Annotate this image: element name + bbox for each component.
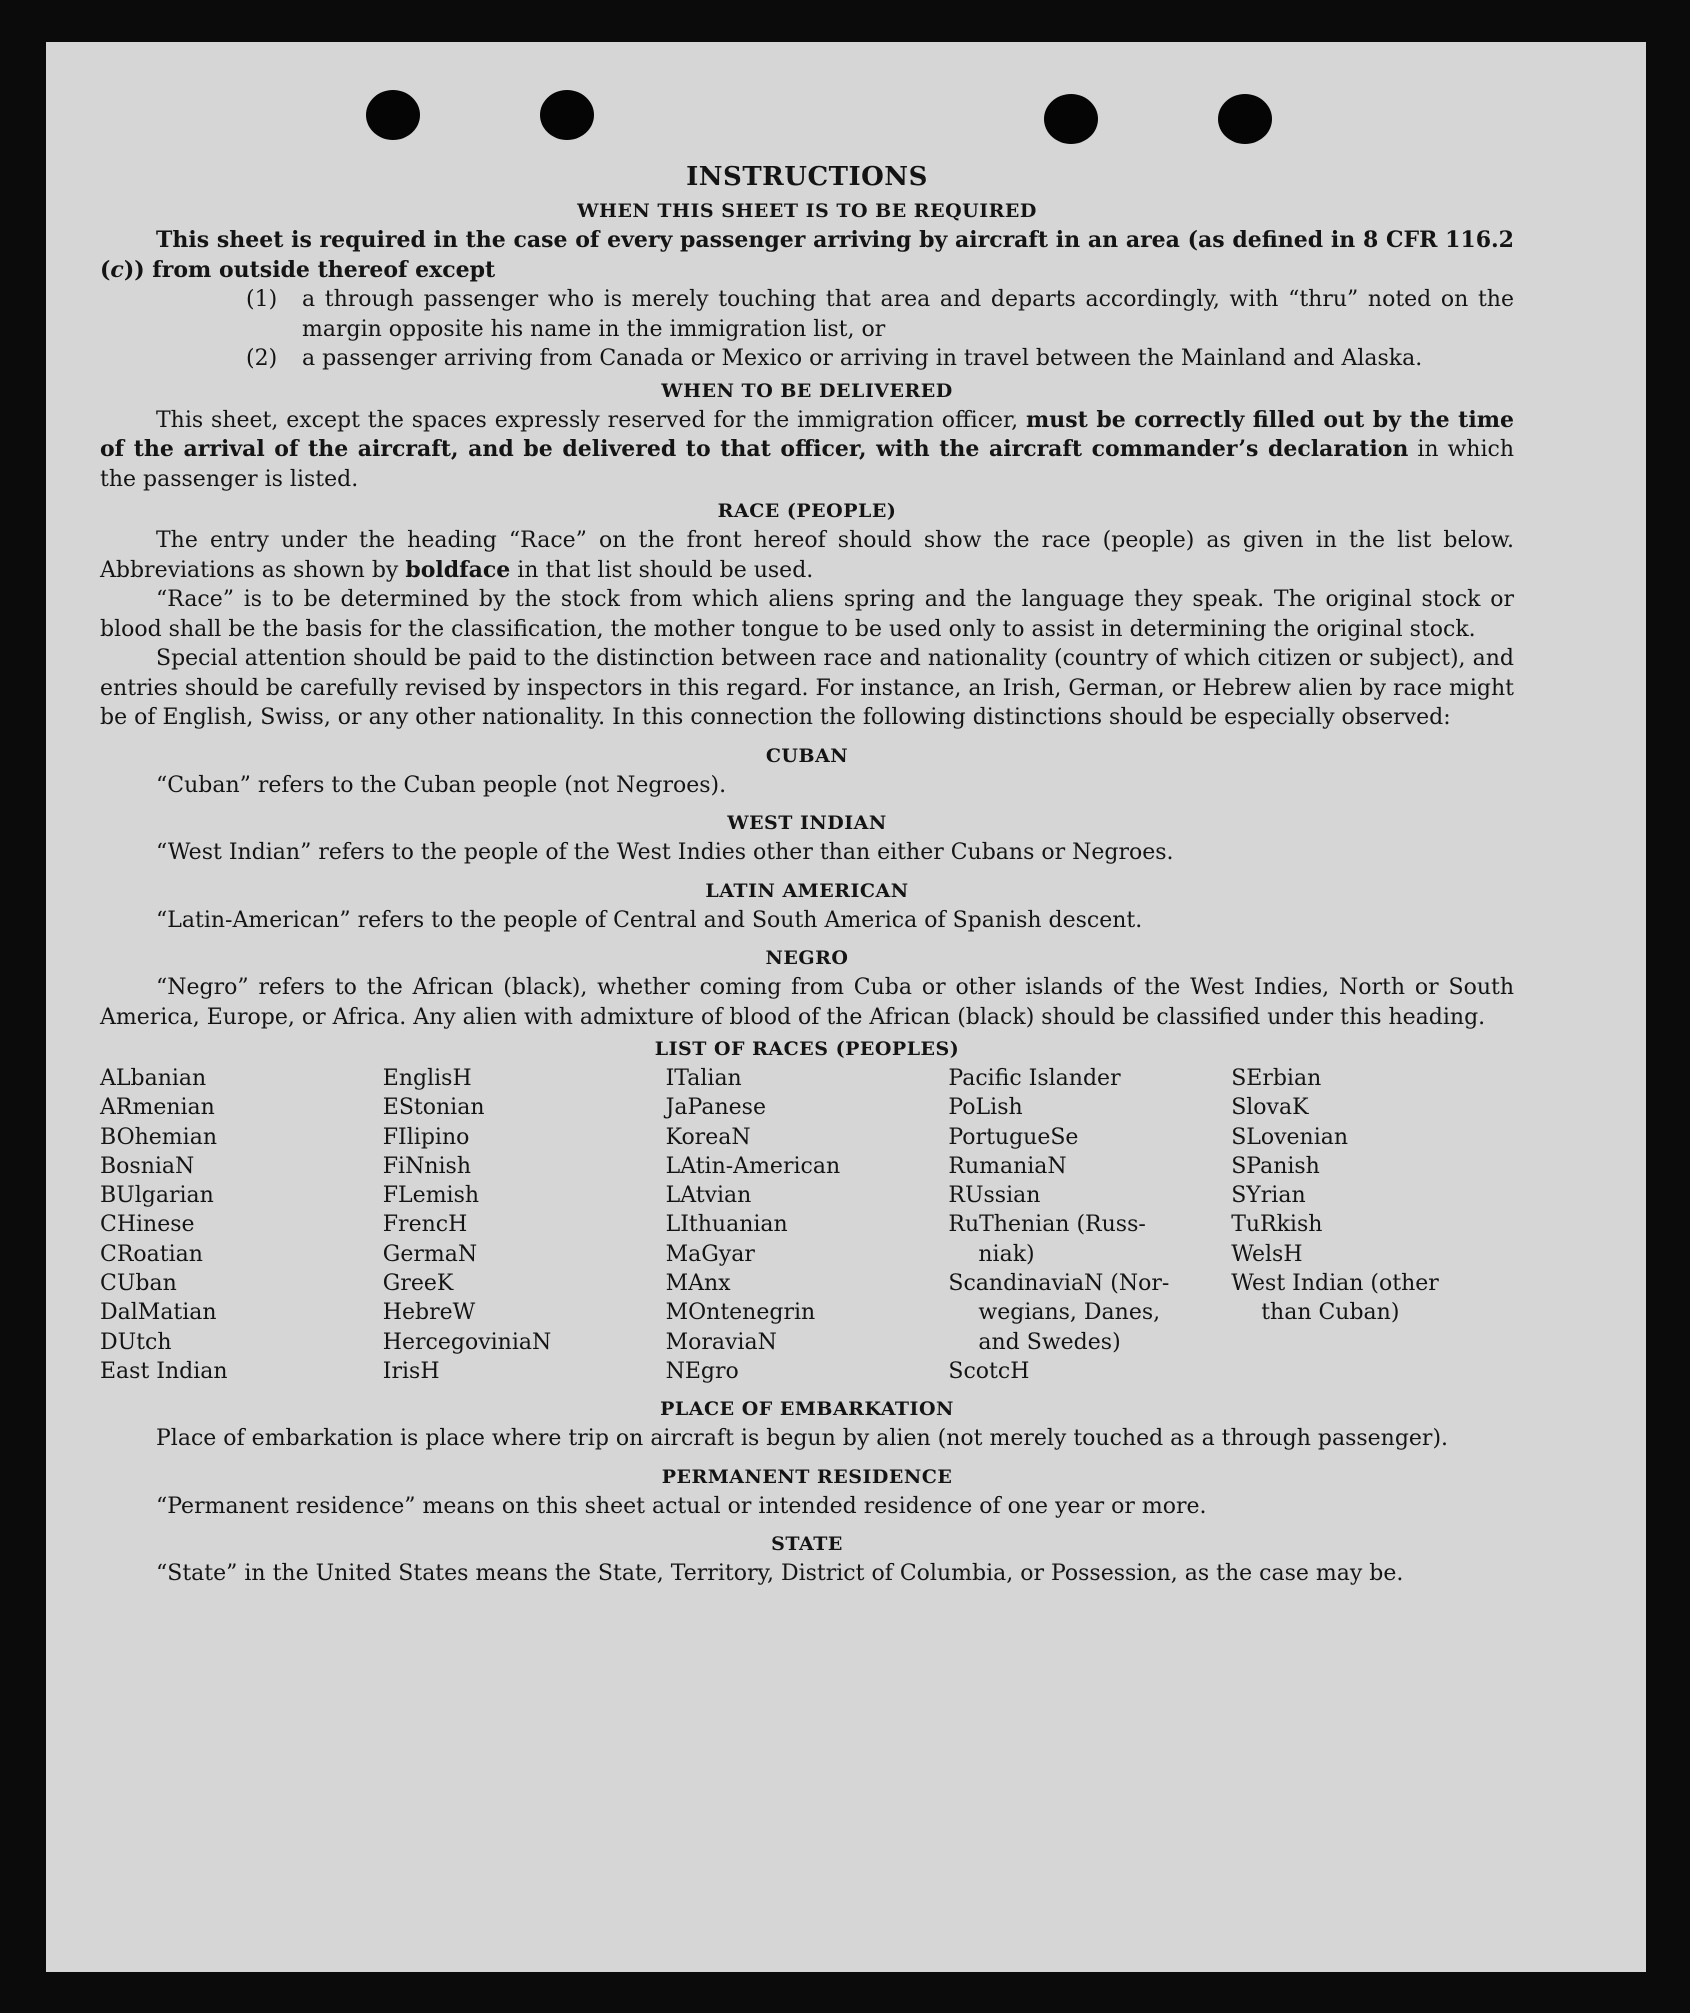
race-entry: LAtvian [665, 1183, 752, 1209]
races-list [100, 1064, 1514, 1386]
race-entry: West Indian (other [1231, 1271, 1439, 1297]
section-heading-list-of-races: LIST OF RACES (PEOPLES) [654, 1038, 960, 1060]
race-paragraph-1: The entry under the heading “Race” on the front hereof should show the race (people) as given in the list below. Abbreviations as shown by boldface in that list should be used. [100, 528, 1514, 583]
section-heading-cuban: CUBAN [765, 744, 849, 767]
race-entry: niak) [978, 1241, 1035, 1267]
section-heading-embarkation: PLACE OF EMBARKATION [660, 1398, 954, 1421]
race-entry: HercegoviniaN [382, 1329, 552, 1355]
section-heading-when-required: WHEN THIS SHEET IS TO BE REQUIRED [577, 200, 1037, 222]
race-entry: LIthuanian [665, 1212, 788, 1238]
race-entry: PoLish [948, 1095, 1023, 1121]
section-heading-negro: NEGRO [765, 947, 849, 969]
race-paragraph-2: “Race” is to be determined by the stock from which aliens spring and the language they speak. The original stock or blood shall be the basis for the classification, the mother tongue to be used only to assist in determining the original stock. [100, 587, 1514, 642]
permanent-residence-text: “Permanent residence” means on this sheet actual or intended residence of one year or more. [156, 1493, 1207, 1519]
west-indian-text: “West Indian” refers to the people of the West Indies other than either Cubans or Negroes. [156, 840, 1174, 865]
section-heading-when-delivered: WHEN TO BE DELIVERED [661, 379, 953, 402]
race-entry: than Cuban) [1261, 1300, 1400, 1326]
race-entry: East Indian [100, 1358, 228, 1384]
punch-hole [366, 90, 420, 140]
race-entry: ARmenian [100, 1095, 215, 1121]
race-entry: DalMatian [100, 1300, 217, 1326]
race-entry: JaPanese [665, 1095, 766, 1121]
punch-hole [1044, 94, 1098, 144]
race-entry: HebreW [382, 1300, 476, 1326]
race-entry: ALbanian [100, 1066, 207, 1091]
races-column-3 [666, 1064, 949, 1386]
race-entry: DUtch [100, 1329, 172, 1355]
race-entry: EnglisH [382, 1066, 472, 1091]
race-entry: Pacific Islander [948, 1066, 1121, 1091]
race-entry: MaGyar [665, 1241, 755, 1267]
instructions-content [100, 162, 1514, 1589]
section-heading-race: RACE (PEOPLE) [717, 500, 897, 522]
exception-list [100, 285, 1514, 374]
cuban-text: “Cuban” refers to the Cuban people (not Negroes). [156, 772, 727, 798]
race-entry: CHinese [100, 1212, 195, 1238]
race-entry: FLemish [382, 1183, 480, 1209]
latin-american-text: “Latin-American” refers to the people of Central and South America of Spanish descent. [156, 907, 1143, 933]
race-entry: IrisH [382, 1358, 440, 1384]
race-paragraph-3: Special attention should be paid to the distinction between race and nationality (country of which citizen or subject), and entries should be carefully revised by inspectors in this regard. For instance, an Irish, German, or Hebrew alien by race might be of English, Swiss, or any other nationality. In this connection the following distinctions should be especially observed: [100, 646, 1514, 730]
race-entry: SlovaK [1231, 1095, 1309, 1121]
race-entry: PortugueSe [948, 1124, 1079, 1150]
race-entry: RuThenian (Russ- [948, 1212, 1146, 1238]
punch-hole [540, 90, 594, 140]
section-heading-permanent-residence: PERMANENT RESIDENCE [661, 1465, 953, 1488]
race-entry: GermaN [382, 1241, 478, 1267]
race-entry: KoreaN [665, 1124, 751, 1150]
document-page [46, 42, 1646, 1972]
race-entry: TuRkish [1231, 1212, 1323, 1238]
race-entry: FrencH [382, 1212, 468, 1238]
race-entry: LAtin-American [665, 1153, 841, 1179]
race-entry: SYrian [1231, 1183, 1306, 1209]
race-entry: SPanish [1231, 1153, 1320, 1179]
race-entry: BosniaN [100, 1153, 195, 1179]
race-entry: ScandinaviaN (Nor- [948, 1271, 1170, 1297]
race-entry: ScotcH [948, 1358, 1030, 1384]
race-entry: WelsH [1231, 1241, 1303, 1267]
race-entry: ITalian [665, 1066, 742, 1091]
race-entry: BOhemian [100, 1124, 217, 1150]
race-entry: BUlgarian [100, 1183, 214, 1209]
race-entry: FiNnish [382, 1153, 472, 1179]
page-title: INSTRUCTIONS [686, 162, 928, 192]
races-column-5 [1231, 1064, 1514, 1386]
exception-item: (2) a passenger arriving from Canada or Mexico or arriving in travel between the Mainland and Alaska. [246, 346, 1423, 371]
section-heading-state: STATE [771, 1533, 843, 1556]
race-entry: SLovenian [1231, 1124, 1349, 1150]
race-entry: CRoatian [100, 1241, 203, 1267]
race-entry: RumaniaN [948, 1153, 1067, 1179]
when-required-intro: This sheet is required in the case of every passenger arriving by aircraft in an area (as defined in 8 CFR 116.2 (c)) from outside thereof except [100, 227, 1514, 283]
race-entry: wegians, Danes, [978, 1300, 1161, 1326]
race-entry: RUssian [948, 1183, 1041, 1209]
race-entry: MAnx [665, 1271, 731, 1297]
race-entry: and Swedes) [978, 1329, 1121, 1355]
state-text: “State” in the United States means the State, Territory, District of Columbia, or Possession, as the case may be. [156, 1561, 1404, 1587]
negro-text: “Negro” refers to the African (black), whether coming from Cuba or other islands of the West Indies, North or South America, Europe, or Africa. Any alien with admixture of blood of the African (black) should be classified under this heading. [100, 975, 1514, 1030]
races-column-1 [100, 1064, 383, 1386]
race-entry: CUban [100, 1271, 177, 1297]
race-entry: MOntenegrin [665, 1300, 816, 1326]
race-entry: EStonian [382, 1095, 485, 1121]
section-heading-west-indian: WEST INDIAN [727, 812, 887, 834]
races-column-4 [948, 1064, 1231, 1386]
races-column-2 [383, 1064, 666, 1386]
embarkation-text: Place of embarkation is place where trip on aircraft is begun by alien (not merely touched as a through passenger). [156, 1426, 1449, 1452]
when-delivered-text: This sheet, except the spaces expressly reserved for the immigration officer, must be correctly filled out by the time of the arrival of the aircraft, and be delivered to that officer, with the aircraft commander’s declaration in which the passenger is listed. [100, 406, 1515, 492]
race-entry: MoraviaN [665, 1329, 777, 1355]
race-entry: GreeK [382, 1271, 454, 1297]
section-heading-latin-american: LATIN AMERICAN [705, 879, 909, 902]
exception-item: (1) a through passenger who is merely touching that area and departs accordingly, with “thru” noted on the margin opposite his name in the immigration list, or [246, 287, 1514, 342]
race-entry: NEgro [665, 1358, 739, 1384]
race-entry: FIlipino [382, 1124, 470, 1150]
race-entry: SErbian [1231, 1066, 1322, 1091]
punch-hole [1218, 94, 1272, 144]
